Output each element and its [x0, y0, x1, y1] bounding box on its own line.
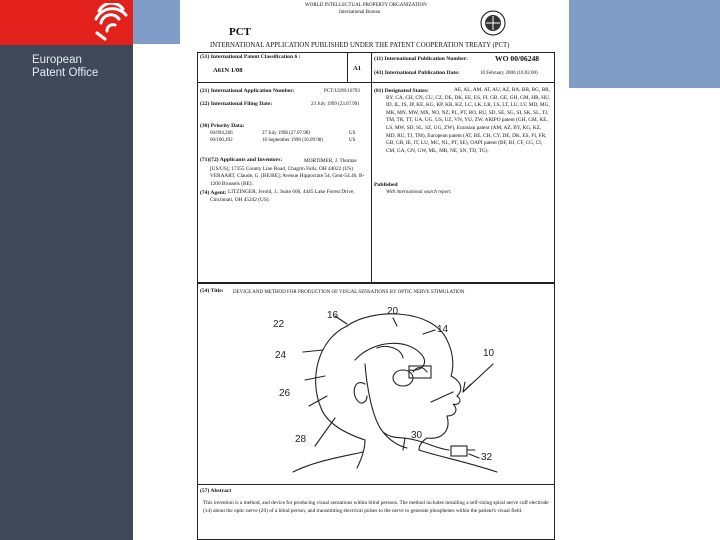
epo-logo-icon [93, 3, 129, 41]
field-81-text: AE, AL, AM, AT, AU, AZ, BA, BB, BG, BR, BY, CA, CH, CN, CU, CZ, DE, DK, EE, ES, FI, GB, GE, GH, GM, HR, HU, ID, IL, IS, JP, KE, KG, KP, KR, KZ, LC, LK, LR, LS, LT, LU, LV, MD, MG, MK, MN, MW, MX, NO, NZ, PL, PT, RO, RU, SD, SE, SG, SI, SK, SL, TJ, TM, TR, TT, UA, UG, US, UZ, VN, YU, ZW, ARIPO patent (GH, GM, KE, LS, MW, SD, SL, SZ, UG, ZW), Eurasian patent (AM, AZ, BY, KG, KZ, MD, RU, TJ, TM), European patent (AT, BE, CH, CY, DE, DK, ES, FI, FR, GB, GR, IE, IT, LU, MC, NL, PT, SE), OAPI patent (BF, BJ, CF, CG, CI, CM, GA, GN, GW, ML, MR, NE, SN, TD, TG). [386, 87, 551, 154]
ref-label-22: 22 [273, 319, 285, 330]
ref-label-20: 20 [387, 306, 399, 317]
field-74-text: LITZINGER, Jerold, J.; Suite 600, 4445 Lake Forest Drive, Cincinnati, OH 45242 (US). [210, 189, 355, 203]
field-11-label: (11) International Publication Number: [374, 56, 469, 62]
priority-1-country: US [349, 131, 356, 136]
ref-label-28: 28 [295, 434, 307, 445]
sidebar-panel [0, 0, 133, 540]
org-name-line-2: Patent Office [32, 67, 99, 79]
published-label: Published [374, 182, 398, 188]
epo-logo [0, 0, 133, 45]
abstract-text: This invention is a method, and device for producing visual sensations within blind persons. The method includes installing a self-sizing spiral nerve cuff electrode (14) about the optic nerve (20) of a blind person, and transmitting electrical pulses to the nerve to generate phosphenes within the patient's visual field. [203, 500, 549, 514]
ref-label-26: 26 [279, 388, 291, 399]
field-74-label: (74) Agent: [200, 190, 227, 196]
wipo-name: WORLD INTELLECTUAL PROPERTY ORGANIZATION [305, 3, 427, 8]
field-71-text: MORTIMER, J. Thomas [US/US]; 17355 County Line Road, Chagrin Falls, OH 44022 (US) VERAART, Claude, G. [BE/BE]; Avenue Hippocrate 54, Gent-54.46, B-1200 Brussels (BE). [210, 158, 365, 187]
field-51-code: A1 [353, 65, 362, 72]
ref-label-16: 16 [327, 310, 339, 321]
field-22-label: (22) International Filing Date: [200, 101, 273, 107]
field-54-text: DEVICE AND METHOD FOR PRODUCTION OF VISUAL SENSATIONS BY OPTIC NERVE STIMULATION [233, 290, 465, 295]
org-name-line-1: European [32, 54, 82, 66]
priority-2-number: 60/100,492 [210, 138, 233, 143]
accent-panel-right [569, 0, 720, 44]
priority-2-date: 16 September 1998 (16.09.98) [262, 138, 323, 143]
field-30-label: (30) Priority Data: [200, 123, 245, 129]
rule-center [371, 52, 372, 283]
wipo-emblem-icon [480, 10, 506, 36]
ref-label-10: 10 [483, 348, 495, 359]
field-51-value: A61N 1/08 [213, 67, 243, 74]
field-43-label: (43) International Publication Date: [374, 70, 460, 76]
field-11-value: WO 00/06248 [495, 54, 540, 63]
ref-label-24: 24 [275, 350, 287, 361]
field-81-label: (81) Designated States: [374, 88, 429, 94]
field-21-value: PCT/US99/16793 [324, 89, 360, 94]
field-21-label: (21) International Application Number: [200, 88, 295, 94]
priority-2-country: US [349, 138, 356, 143]
rule-before-abstract [197, 484, 555, 485]
accent-panel-left [133, 0, 180, 44]
document-main-title: INTERNATIONAL APPLICATION PUBLISHED UNDER THE PATENT COOPERATION TREATY (PCT) [210, 42, 510, 49]
ref-label-30: 30 [411, 430, 423, 441]
patent-drawing [197, 300, 555, 480]
international-bureau: International Bureau [339, 10, 381, 15]
field-54-label: (54) Title: [200, 288, 224, 294]
field-51-label: (51) International Patent Classification 6 : [200, 54, 301, 60]
field-43-value: 10 February 2000 (10.02.00) [480, 71, 538, 76]
published-text: With international search report. [386, 190, 452, 195]
patent-document [183, 0, 567, 540]
field-57-label: (57) Abstract [200, 488, 232, 494]
accent-panel-right-lower [569, 44, 720, 88]
ref-label-32: 32 [481, 452, 493, 463]
ref-label-14: 14 [437, 324, 449, 335]
rule-code [347, 52, 348, 82]
pct-heading: PCT [229, 26, 251, 38]
field-71-label: (71)(72) Applicants and Inventors: [200, 157, 283, 163]
priority-1-date: 27 July 1998 (27.07.98) [262, 131, 310, 136]
organization-name [32, 54, 98, 80]
field-22-value: 23 July 1999 (23.07.99) [311, 102, 359, 107]
priority-1-number: 60/094,266 [210, 131, 233, 136]
rule-after-classification [197, 82, 555, 83]
